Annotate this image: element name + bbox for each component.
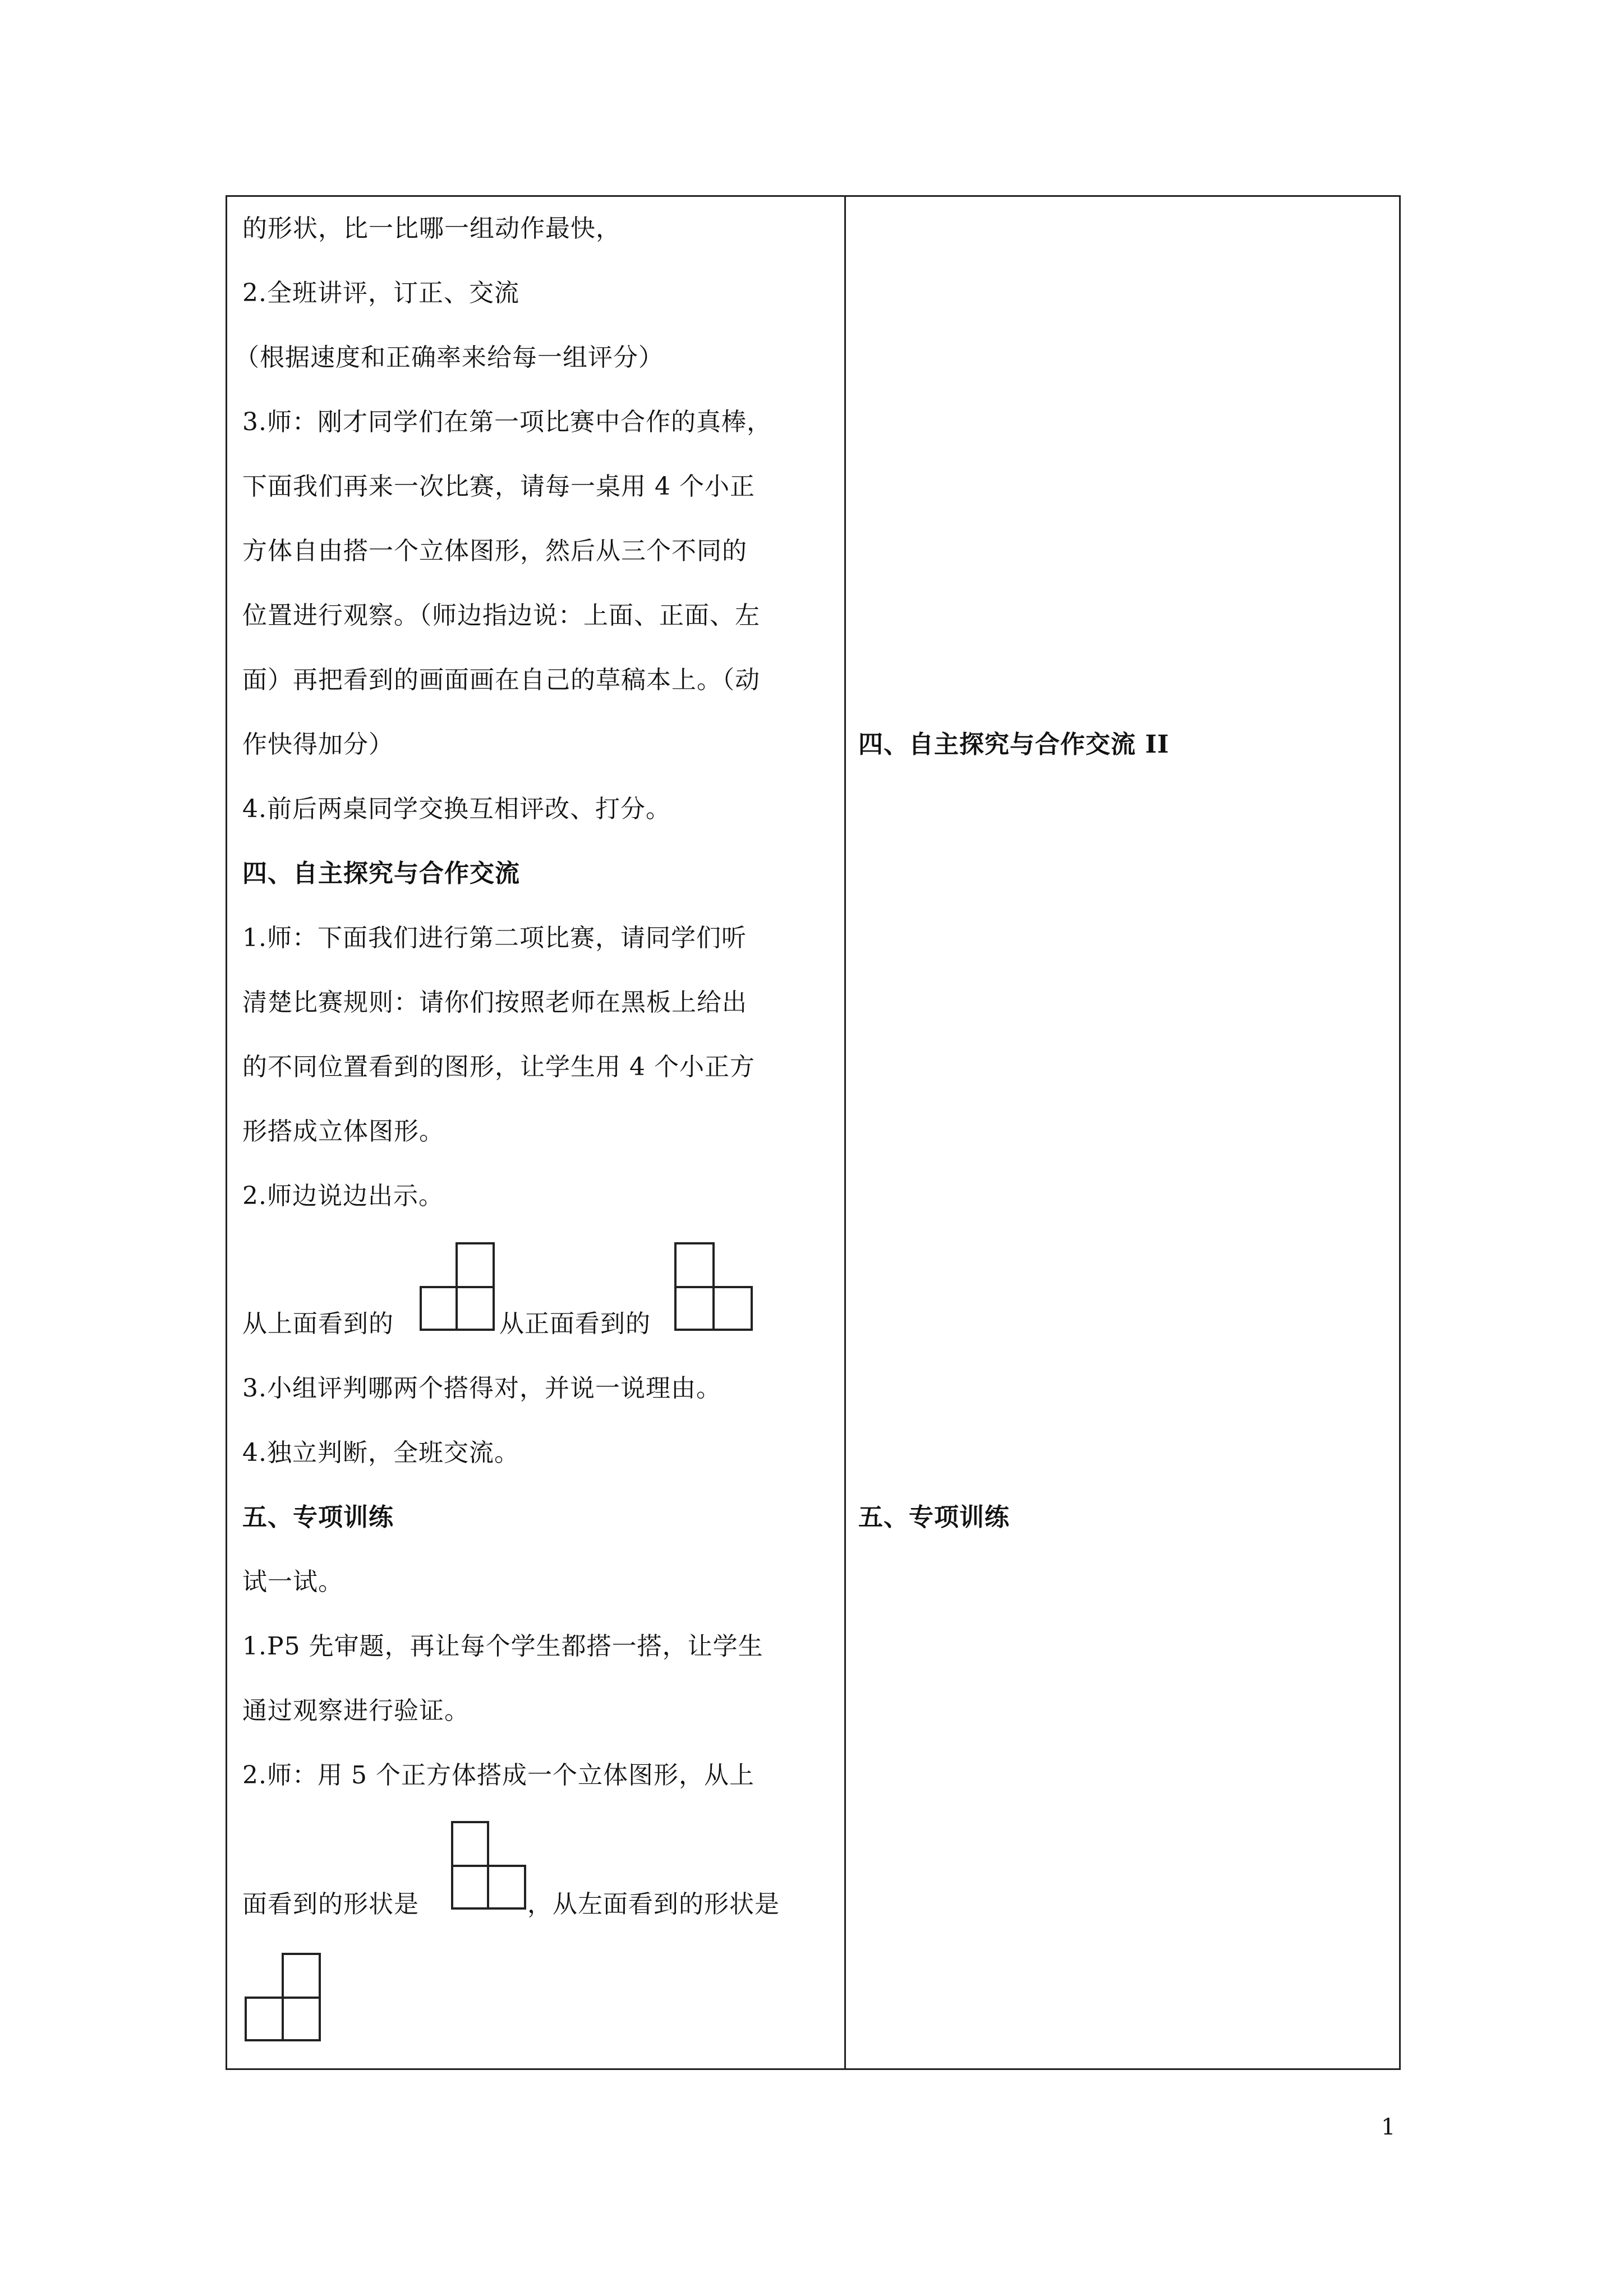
left-heading-5: 五、专项训练 <box>242 1503 394 1532</box>
left-line-18: 试一试。 <box>242 1567 343 1596</box>
top-view-label: 从上面看到的 <box>242 1310 394 1338</box>
left-line-1: 的形状，比一比哪一组动作最快， <box>242 214 621 243</box>
left-line-15: 2.师边说边出示。 <box>242 1182 444 1210</box>
right-heading-4: 四、自主探究与合作交流 II <box>858 730 1170 759</box>
left-heading-4: 四、自主探究与合作交流 <box>242 859 520 888</box>
left-line-13: 的不同位置看到的图形，让学生用 4 个小正方 <box>242 1053 755 1081</box>
left-view-figure <box>245 1952 323 2041</box>
left-line-22b: ，从左面看到的形状是 <box>527 1890 780 1919</box>
top-view-figure-2 <box>451 1820 527 1910</box>
left-line-20: 通过观察进行验证。 <box>242 1696 470 1725</box>
left-line-6: 方体自由搭一个立体图形，然后从三个不同的 <box>242 537 747 565</box>
left-line-10: 4.前后两桌同学交换互相评改、打分。 <box>242 795 671 823</box>
left-line-9: 作快得加分） <box>242 730 394 759</box>
front-view-label: 从正面看到的 <box>499 1310 651 1338</box>
left-line-19: 1.P5 先审题，再让每个学生都搭一搭，让学生 <box>242 1632 763 1661</box>
left-line-7: 位置进行观察。（师边指边说：上面、正面、左 <box>242 601 760 630</box>
top-view-figure <box>420 1241 496 1331</box>
left-line-16: 3.小组评判哪两个搭得对，并说一说理由。 <box>242 1374 721 1403</box>
left-line-4: 3.师：刚才同学们在第一项比赛中合作的真棒， <box>242 408 772 436</box>
left-line-14: 形搭成立体图形。 <box>242 1117 444 1146</box>
right-heading-5: 五、专项训练 <box>858 1503 1010 1532</box>
page-number: 1 <box>1381 2114 1396 2140</box>
left-line-12: 清楚比赛规则：请你们按照老师在黑板上给出 <box>242 988 747 1017</box>
left-line-8: 面）再把看到的画面画在自己的草稿本上。（动 <box>242 666 760 694</box>
left-line-21: 2.师：用 5 个正方体搭成一个立体图形，从上 <box>242 1761 755 1790</box>
column-divider <box>844 197 846 2068</box>
left-line-22a: 面看到的形状是 <box>242 1890 419 1919</box>
left-line-2: 2.全班讲评，订正、交流 <box>242 279 519 307</box>
front-view-figure <box>674 1241 754 1331</box>
left-line-3: （根据速度和正确率来给每一组评分） <box>234 343 664 372</box>
left-line-11: 1.师：下面我们进行第二项比赛，请同学们听 <box>242 924 747 952</box>
left-line-17: 4.独立判断，全班交流。 <box>242 1439 519 1467</box>
left-line-5: 下面我们再来一次比赛，请每一桌用 4 个小正 <box>242 472 755 501</box>
